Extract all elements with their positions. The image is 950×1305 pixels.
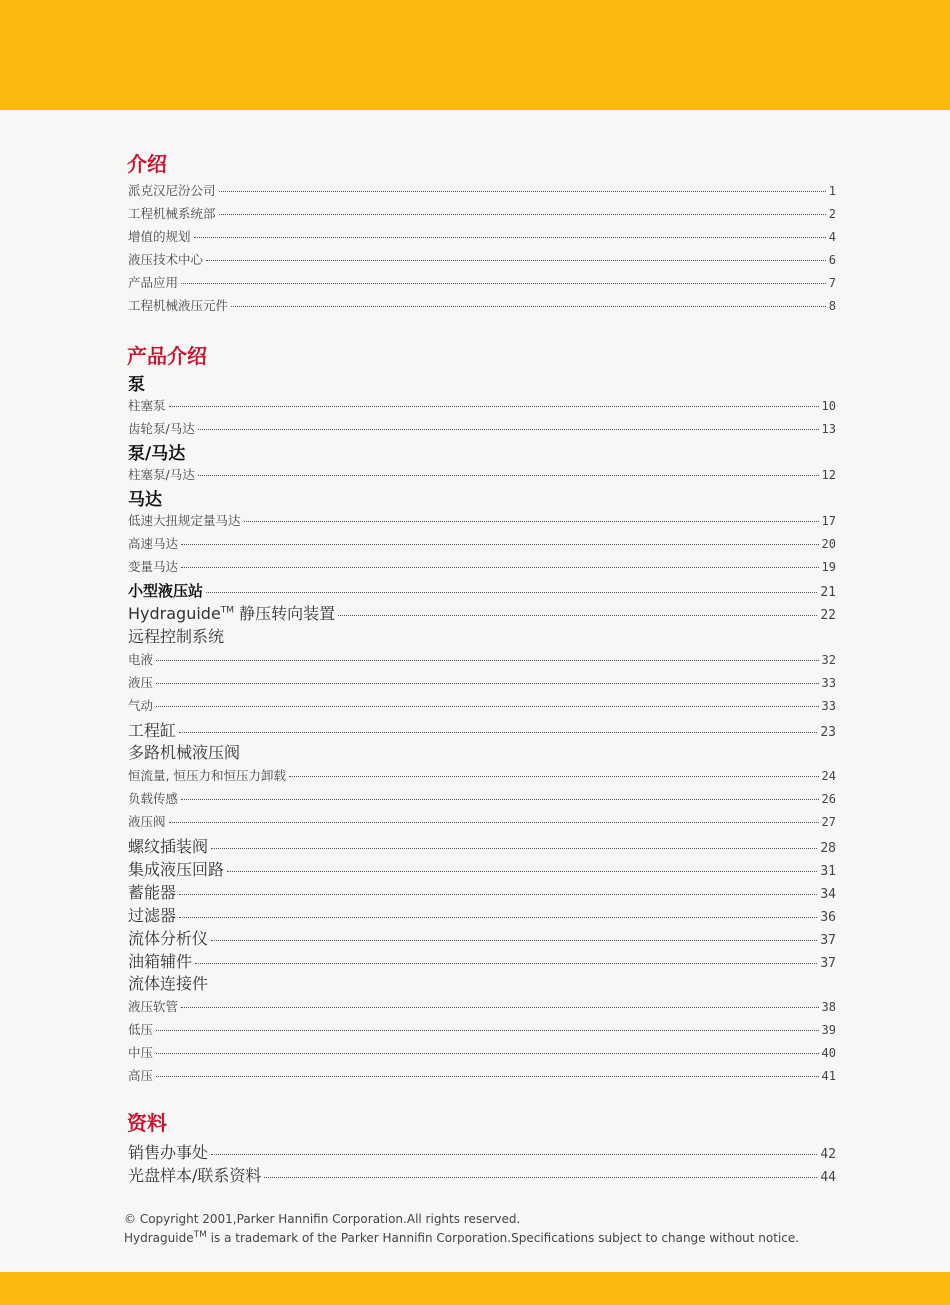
toc-label: 销售办事处	[128, 1143, 209, 1162]
section-heading-info: 资料	[127, 1111, 167, 1135]
leader-dots	[219, 214, 826, 215]
toc-label: 工程机械液压元件	[128, 298, 229, 313]
leader-dots	[289, 776, 819, 777]
toc-page: 27	[821, 815, 836, 829]
leader-dots	[156, 660, 819, 661]
trademark-mark: TM	[193, 1230, 207, 1240]
toc-label: 恒流量, 恒压力和恒压力卸载	[128, 768, 286, 783]
leader-dots	[244, 521, 819, 522]
section-heading-products: 产品介绍	[127, 344, 207, 368]
toc-entry[interactable]	[128, 227, 836, 245]
leader-dots	[198, 475, 819, 476]
toc-label: 派克汉尼汾公司	[128, 183, 216, 198]
leader-dots	[156, 1030, 819, 1031]
toc-page: 10	[821, 399, 836, 413]
leader-dots	[181, 1007, 819, 1008]
toc-label: 液压阀	[128, 814, 166, 829]
toc-entry[interactable]	[128, 1066, 836, 1084]
toc-label: 负载传感	[128, 791, 179, 806]
toc-page: 21	[820, 585, 836, 600]
toc-entry[interactable]	[128, 273, 836, 291]
toc-label: 工程缸	[128, 721, 177, 740]
toc-page: 19	[821, 560, 836, 574]
toc-page: 31	[820, 864, 836, 879]
toc-page: 34	[820, 887, 836, 902]
leader-dots	[219, 191, 826, 192]
toc-entry[interactable]	[128, 465, 836, 483]
toc-entry[interactable]	[128, 601, 836, 624]
toc-label: 光盘样本/联系资料	[128, 1166, 262, 1185]
copyright-notice: © Copyright 2001,Parker Hannifin Corporation.All rights reserved.	[124, 1212, 521, 1226]
toc-page: 13	[821, 422, 836, 436]
toc-entry[interactable]	[128, 903, 836, 926]
toc-label: 柱塞泵/马达	[128, 467, 195, 482]
toc-page: 4	[828, 230, 836, 244]
toc-label: 柱塞泵	[128, 398, 166, 413]
leader-dots	[231, 306, 826, 307]
toc-label: 流体分析仪	[128, 929, 209, 948]
leader-dots	[194, 237, 826, 238]
toc-entry[interactable]	[128, 396, 836, 414]
toc-page: 6	[828, 253, 836, 267]
toc-label: 变量马达	[128, 559, 179, 574]
subsection-title-pump: 泵	[128, 375, 145, 395]
toc-entry[interactable]	[128, 880, 836, 903]
toc-label: 蓄能器	[128, 883, 177, 902]
toc-label: 低压	[128, 1022, 154, 1037]
toc-entry[interactable]	[128, 1020, 836, 1038]
toc-entry[interactable]	[128, 419, 836, 437]
leader-dots	[206, 592, 817, 593]
leader-dots	[181, 799, 819, 800]
toc-label: 液压	[128, 675, 154, 690]
subsection-title-multiway-valve: 多路机械液压阀	[128, 743, 241, 762]
leader-dots	[156, 706, 819, 707]
leader-dots	[179, 917, 817, 918]
toc-page: 33	[821, 699, 836, 713]
toc-entry[interactable]	[128, 650, 836, 668]
toc-label: 中压	[128, 1045, 154, 1060]
toc-label: 增值的规划	[128, 229, 191, 244]
leader-dots	[169, 822, 819, 823]
toc-entry[interactable]	[128, 204, 836, 222]
leader-dots	[181, 283, 826, 284]
leader-dots	[338, 615, 817, 616]
toc-page: 20	[821, 537, 836, 551]
toc-label: 螺纹插装阀	[128, 837, 209, 856]
section-heading-intro: 介绍	[127, 152, 167, 176]
toc-page: 17	[821, 514, 836, 528]
toc-label: 高压	[128, 1068, 154, 1083]
leader-dots	[179, 732, 817, 733]
toc-label: 小型液压站	[128, 582, 204, 600]
toc-label: 集成液压回路	[128, 860, 225, 879]
toc-entry[interactable]	[128, 181, 836, 199]
toc-entry[interactable]	[128, 1043, 836, 1061]
leader-dots	[198, 429, 819, 430]
leader-dots	[211, 940, 817, 941]
toc-entry[interactable]	[128, 534, 836, 552]
toc-entry[interactable]	[128, 673, 836, 691]
toc-entry[interactable]	[128, 250, 836, 268]
leader-dots	[156, 1053, 819, 1054]
toc-page: 2	[828, 207, 836, 221]
leader-dots	[211, 1154, 817, 1155]
toc-entry[interactable]	[128, 718, 836, 741]
toc-page: 28	[820, 841, 836, 856]
toc-label: 电液	[128, 652, 154, 667]
toc-entry[interactable]	[128, 834, 836, 857]
toc-page: 12	[821, 468, 836, 482]
toc-page: 7	[828, 276, 836, 290]
toc-page: 37	[820, 933, 836, 948]
toc-label: 液压软管	[128, 999, 179, 1014]
toc-page: 1	[828, 184, 836, 198]
toc-page: 22	[820, 608, 836, 623]
toc-page: 44	[820, 1170, 836, 1185]
toc-entry[interactable]	[128, 511, 836, 529]
toc-entry[interactable]	[128, 1163, 836, 1186]
toc-label-prefix: Hydraguide	[128, 604, 221, 623]
toc-page: 36	[820, 910, 836, 925]
toc-entry[interactable]	[128, 296, 836, 314]
leader-dots	[156, 1076, 819, 1077]
subsection-title-fluid-connectors: 流体连接件	[128, 974, 209, 993]
toc-entry[interactable]	[128, 997, 836, 1015]
leader-dots	[195, 963, 817, 964]
toc-label: 油箱辅件	[128, 952, 193, 971]
leader-dots	[169, 406, 819, 407]
toc-entry[interactable]	[128, 580, 836, 601]
toc-entry[interactable]	[128, 696, 836, 714]
leader-dots	[211, 848, 817, 849]
toc-entry[interactable]	[128, 557, 836, 575]
leader-dots	[181, 544, 819, 545]
trademark-text: is a trademark of the Parker Hannifin Corporation.Specifications subject to change without notice.	[206, 1231, 800, 1245]
toc-label-suffix: 静压转向装置	[234, 604, 336, 623]
toc-page: 40	[821, 1046, 836, 1060]
leader-dots	[179, 894, 817, 895]
toc-entry[interactable]	[128, 926, 836, 949]
toc-page: 24	[821, 769, 836, 783]
toc-label: 液压技术中心	[128, 252, 204, 267]
toc-page: 37	[820, 956, 836, 971]
toc-entry[interactable]	[128, 1140, 836, 1163]
toc-page: 33	[821, 676, 836, 690]
toc-label: 气动	[128, 698, 154, 713]
leader-dots	[181, 567, 819, 568]
toc-page: 39	[821, 1023, 836, 1037]
toc-entry[interactable]	[128, 812, 836, 830]
toc-page: 26	[821, 792, 836, 806]
toc-page: 23	[820, 725, 836, 740]
toc-label: 齿轮泵/马达	[128, 421, 195, 436]
trademark-mark: TM	[220, 605, 235, 616]
toc-label: 过滤器	[128, 906, 177, 925]
toc-page: 8	[828, 299, 836, 313]
toc-label: 低速大扭规定量马达	[128, 513, 241, 528]
toc-page: 32	[821, 653, 836, 667]
leader-dots	[206, 260, 826, 261]
subsection-title-pump-motor: 泵/马达	[128, 444, 186, 464]
toc-entry[interactable]	[128, 857, 836, 880]
leader-dots	[227, 871, 817, 872]
toc-page: 41	[821, 1069, 836, 1083]
toc-label: 高速马达	[128, 536, 179, 551]
toc-page: 38	[821, 1000, 836, 1014]
toc-page: 42	[820, 1147, 836, 1162]
leader-dots	[156, 683, 819, 684]
toc-entry[interactable]	[128, 766, 836, 784]
trademark-name: Hydraguide	[124, 1231, 194, 1245]
toc-entry[interactable]	[128, 949, 836, 972]
subsection-title-motor: 马达	[128, 490, 162, 510]
leader-dots	[264, 1177, 817, 1178]
toc-label: 工程机械系统部	[128, 206, 216, 221]
subsection-title-remote: 远程控制系统	[128, 627, 225, 646]
toc-label	[128, 601, 335, 624]
toc-label: 产品应用	[128, 275, 179, 290]
toc-entry[interactable]	[128, 789, 836, 807]
trademark-notice	[124, 1230, 799, 1245]
